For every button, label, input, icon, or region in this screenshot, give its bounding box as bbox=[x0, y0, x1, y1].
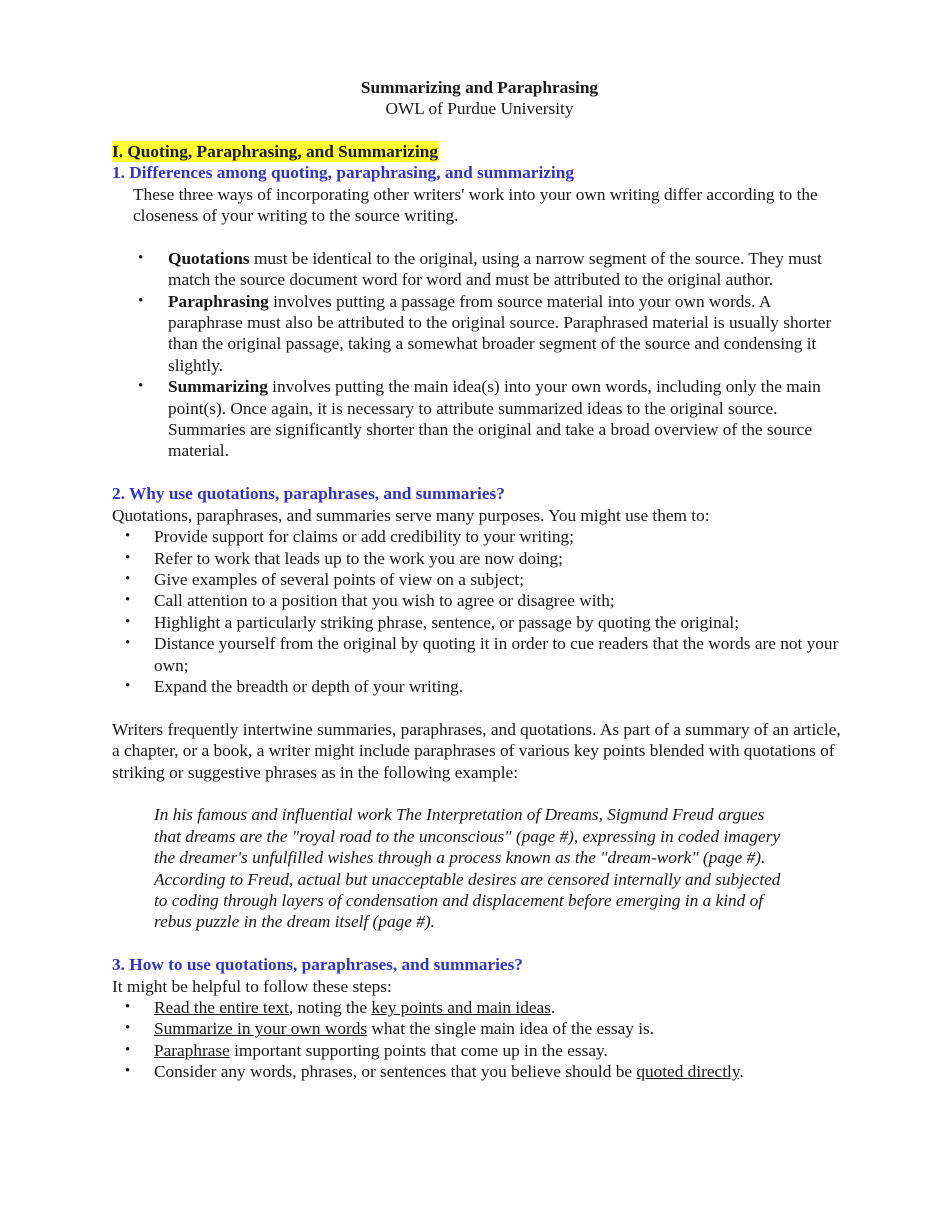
subsection-1-heading: 1. Differences among quoting, paraphrasing, and summarizing bbox=[112, 163, 574, 183]
term-summarizing: Summarizing bbox=[168, 377, 268, 397]
bullet-icon: • bbox=[125, 613, 131, 630]
section-3-intro: It might be helpful to follow these steps: bbox=[112, 976, 392, 996]
list-item: • Paraphrase important supporting points that come up in the essay. bbox=[125, 1040, 608, 1060]
section-1-heading-line bbox=[112, 141, 847, 162]
list-item: • Summarizing involves putting the main idea(s) into your own words, including only the main point(s). Once again, it is necessary to attribute summarized ideas to the original source. Summaries are significantly shorter than the original and take a broad overview of the source material. bbox=[138, 377, 821, 461]
list-item: • Quotations must be identical to the original, using a narrow segment of the source. They must match the source document word for word and must be attributed to the original author. bbox=[138, 248, 822, 290]
bullet-icon: • bbox=[125, 1020, 131, 1037]
list-item: • Consider any words, phrases, or sentences that you believe should be quoted directly. bbox=[125, 1062, 744, 1082]
list-item: • Paraphrasing involves putting a passage from source material into your own words. A paraphrase must also be attributed to the original source. Paraphrased material is usually shorter than the original passage, taking a somewhat broader segment of the source and condensing it slightly. bbox=[138, 291, 832, 375]
list-item: • Provide support for claims or add credibility to your writing; bbox=[125, 527, 574, 547]
term-quotations: Quotations bbox=[168, 248, 250, 268]
differences-list bbox=[112, 248, 847, 462]
steps-list bbox=[112, 997, 847, 1083]
section-1-heading: I. Quoting, Paraphrasing, and Summarizing bbox=[112, 141, 438, 161]
list-item: • Refer to work that leads up to the work you are now doing; bbox=[125, 548, 563, 568]
bullet-icon: • bbox=[138, 378, 144, 395]
bullet-icon: • bbox=[125, 592, 131, 609]
term-paraphrasing: Paraphrasing bbox=[168, 291, 269, 311]
document-title: Summarizing and Paraphrasing bbox=[360, 78, 599, 97]
subsection-1-intro: These three ways of incorporating other writers' work into your own writing differ according to the closeness of your writing to the source writing. bbox=[133, 184, 818, 226]
intertwine-paragraph: Writers frequently intertwine summaries, paraphrases, and quotations. As part of a summary of an article, a chapter, or a book, a writer might include paraphrases of various key points blended with quotations of striking or suggestive phrases as in the following example: bbox=[112, 719, 841, 782]
section-2-intro: Quotations, paraphrases, and summaries serve many purposes. You might use them to: bbox=[112, 505, 710, 525]
list-item: • Call attention to a position that you wish to agree or disagree with; bbox=[125, 591, 615, 611]
bullet-icon: • bbox=[125, 570, 131, 587]
list-item: • Highlight a particularly striking phrase, sentence, or passage by quoting the original; bbox=[125, 612, 740, 632]
bullet-icon: • bbox=[125, 1041, 131, 1058]
list-item: • Summarize in your own words what the single main idea of the essay is. bbox=[125, 1019, 655, 1039]
document-page bbox=[112, 77, 847, 1083]
list-item: • Distance yourself from the original by quoting it in order to cue readers that the words are not your own; bbox=[125, 634, 839, 675]
bullet-icon: • bbox=[125, 528, 131, 545]
list-item: • Give examples of several points of view on a subject; bbox=[125, 569, 525, 589]
bullet-icon: • bbox=[125, 549, 131, 566]
section-3-heading: 3. How to use quotations, paraphrases, and summaries? bbox=[112, 955, 523, 975]
bullet-icon: • bbox=[125, 635, 131, 652]
bullet-icon: • bbox=[138, 292, 144, 309]
list-item: • Read the entire text, noting the key points and main ideas. bbox=[125, 997, 556, 1017]
bullet-icon: • bbox=[138, 249, 144, 266]
section-2-heading: 2. Why use quotations, paraphrases, and summaries? bbox=[112, 484, 505, 504]
list-item: • Expand the breadth or depth of your writing. bbox=[125, 676, 464, 696]
bullet-icon: • bbox=[125, 677, 131, 694]
bullet-icon: • bbox=[125, 998, 131, 1015]
document-subtitle: OWL of Purdue University bbox=[385, 99, 574, 119]
example-quote-block: In his famous and influential work The Interpretation of Dreams, Sigmund Freud argues that dreams are the "royal road to the unconscious" (page #), expressing in coded imagery the dreamer's unfulfilled wishes through a process known as the "dream-work" (page #). According to Freud, actual but unacceptable desires are censored internally and subjected to coding through layers of condensation and displacement before emerging in a kind of rebus puzzle in the dream itself (page #). bbox=[154, 805, 781, 932]
bullet-icon: • bbox=[125, 1063, 131, 1080]
purposes-list bbox=[112, 526, 847, 697]
